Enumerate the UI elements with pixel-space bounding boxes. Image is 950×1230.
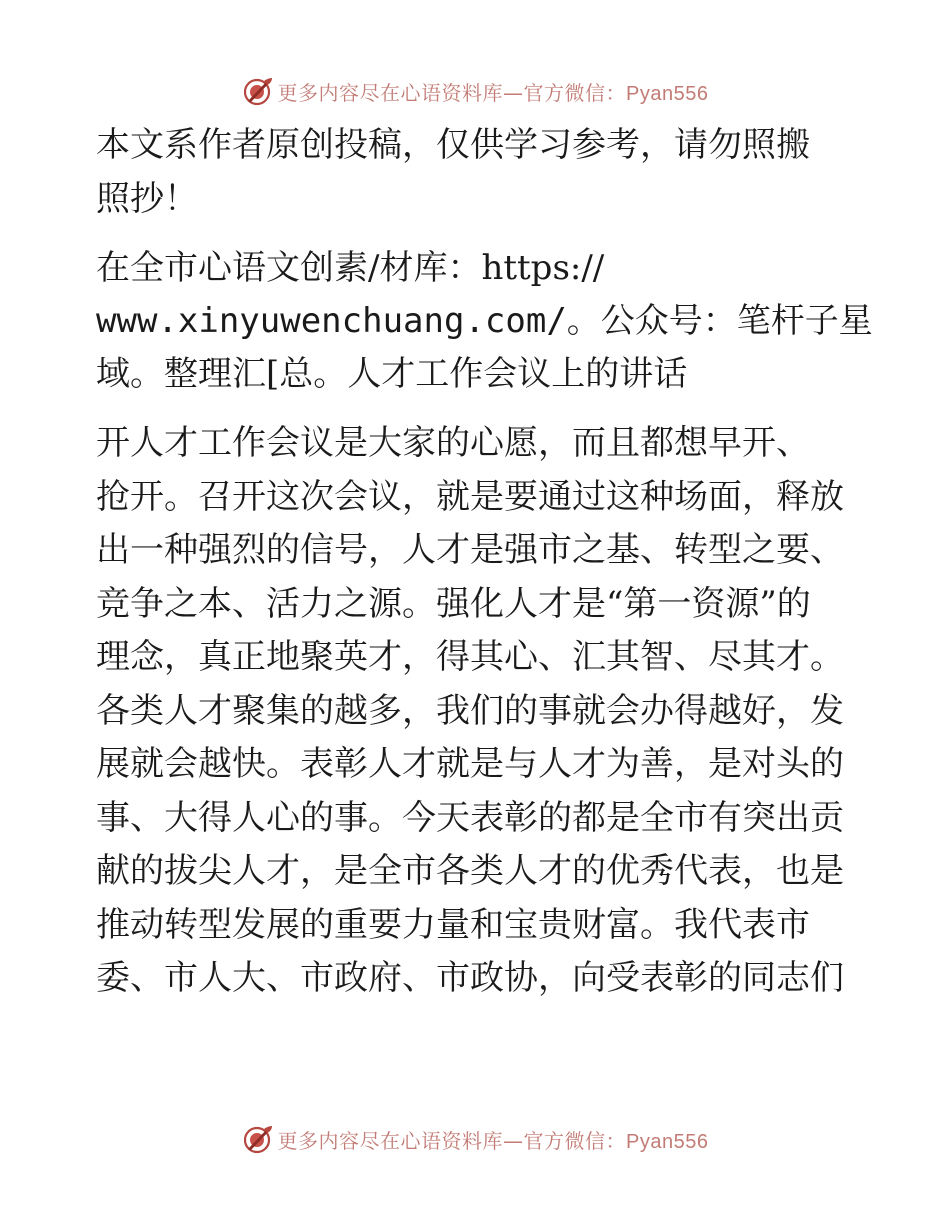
watermark-text — [278, 1125, 709, 1154]
text-line: 本文系作者原创投稿，仅供学习参考，请勿照搬 — [96, 125, 810, 165]
page-footer-watermark — [0, 1119, 950, 1159]
paragraph-source — [96, 242, 873, 401]
text-line: 各类人才聚集的越多，我们的事就会办得越好，发 — [96, 690, 844, 731]
text-line: 在全市心语文创素/材库：https:// — [96, 248, 605, 288]
quill-logo-icon — [242, 1123, 274, 1155]
text-line: 抢开。召开这次会议，就是要通过这种场面，释放 — [96, 476, 844, 517]
text-line: 开人才工作会议是大家的心愿，而且都想早开、 — [96, 423, 810, 463]
text-line: 委、市人大、市政府、市政协，向受表彰的同志们 — [96, 958, 844, 998]
text-line: 理念，真正地聚英才，得其心、汇其智、尽其才。 — [96, 637, 844, 677]
watermark-wechat-id: Pyan556 — [626, 82, 709, 105]
text-line: 照抄！ — [96, 179, 198, 219]
quill-logo-icon — [242, 75, 274, 107]
text-line: www.xinyuwenchuang.com/。公众号：笔杆子星 — [96, 301, 873, 341]
text-line: 推动转型发展的重要力量和宝贵财富。我代表市 — [96, 904, 810, 945]
paragraph-speech — [96, 417, 856, 1006]
text-line: 出一种强烈的信号，人才是强市之基、转型之要、 — [96, 530, 844, 570]
text-line: 事、大得人心的事。今天表彰的都是全市有突出贡 — [96, 797, 844, 838]
page-header-watermark — [0, 71, 950, 111]
text-line: 域。整理汇[总。人才工作会议上的讲话 — [96, 354, 688, 394]
document-body — [96, 118, 873, 1006]
paragraph-notice — [96, 118, 856, 226]
watermark-text — [278, 77, 709, 106]
text-line: 展就会越快。表彰人才就是与人才为善，是对头的 — [96, 744, 844, 784]
watermark-wechat-id: Pyan556 — [626, 1130, 709, 1153]
text-line: 献的拔尖人才，是全市各类人才的优秀代表，也是 — [96, 851, 844, 891]
watermark-cn: 更多内容尽在心语资料库—官方微信： — [277, 80, 627, 105]
watermark-cn: 更多内容尽在心语资料库—官方微信： — [277, 1128, 627, 1153]
text-line: 竞争之本、活力之源。强化人才是“第一资源”的 — [96, 583, 811, 624]
